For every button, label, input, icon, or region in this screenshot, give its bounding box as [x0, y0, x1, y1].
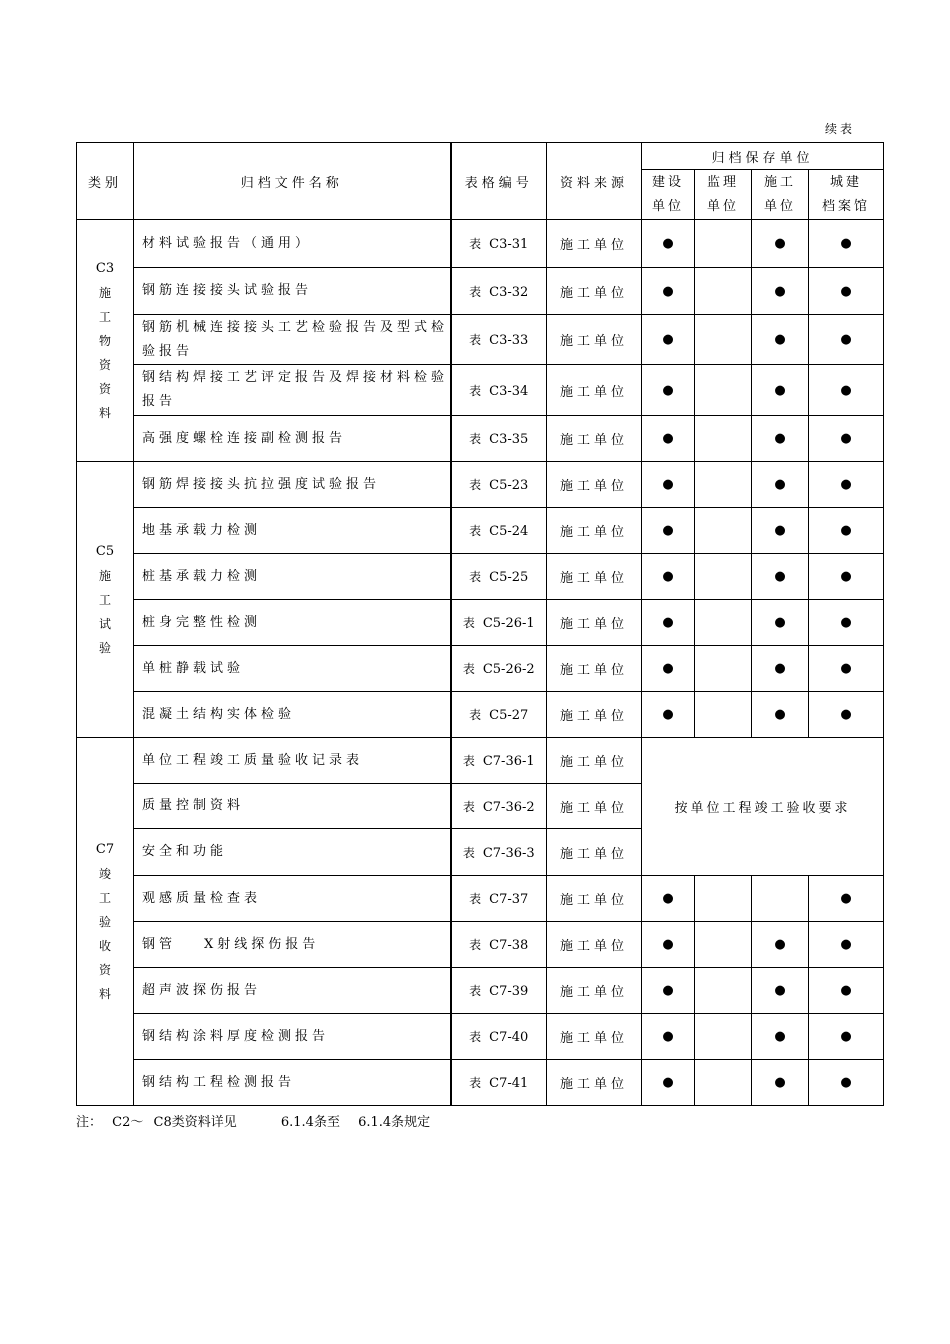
category-glyph: 料	[98, 405, 111, 420]
form-code-prefix: 表	[462, 616, 475, 630]
source-cell: 施工单位	[547, 692, 642, 738]
archive-mark: ●	[642, 365, 695, 416]
category-glyph: 资	[98, 962, 111, 977]
category-glyph: 物	[98, 333, 111, 348]
file-name: 地基承载力检测	[142, 522, 262, 538]
archive-mark: ●	[642, 646, 695, 692]
footnote-d: 6.1.4条规定	[358, 1115, 431, 1130]
file-name: 钢管	[142, 936, 177, 952]
form-code-prefix: 表	[462, 662, 475, 676]
table-row	[77, 315, 884, 365]
form-code-cell	[451, 554, 547, 600]
file-name-cell	[134, 416, 451, 462]
archive-mark: ●	[809, 365, 884, 416]
table-row	[77, 692, 884, 738]
archive-mark	[695, 365, 752, 416]
file-name-cell	[134, 1060, 451, 1106]
archive-mark	[695, 268, 752, 315]
source-cell: 施工单位	[547, 508, 642, 554]
form-code: C3-34	[489, 383, 529, 399]
category-glyph: 工	[98, 592, 111, 607]
category-cell	[77, 462, 134, 738]
form-code-prefix: 表	[469, 938, 482, 952]
archive-mark	[695, 692, 752, 738]
archive-mark: ●	[642, 922, 695, 968]
form-code-prefix: 表	[469, 333, 482, 347]
archive-mark: ●	[809, 876, 884, 922]
source-cell: 施工单位	[547, 738, 642, 784]
file-name: 桩基承载力检测	[142, 568, 262, 584]
form-code-cell	[451, 365, 547, 416]
file-name: 钢结构焊接工艺评定报告及焊接材料检验	[142, 370, 449, 385]
archive-mark	[695, 220, 752, 268]
source-cell: 施工单位	[547, 365, 642, 416]
footnote-lead: 注：	[76, 1115, 103, 1130]
form-code-prefix: 表	[462, 799, 475, 814]
form-code: C7-40	[489, 1030, 529, 1045]
file-name: 单位工程竣工质量验收记录表	[142, 752, 364, 768]
table-row	[77, 922, 884, 968]
file-name-cell	[134, 268, 451, 315]
form-code: C7-36-3	[482, 845, 535, 861]
archive-mark: ●	[642, 508, 695, 554]
archive-mark: ●	[809, 968, 884, 1014]
archive-mark: ●	[642, 600, 695, 646]
form-code-prefix: 表	[469, 237, 482, 251]
form-code-cell	[451, 1060, 547, 1106]
form-code: C5-26-1	[482, 616, 535, 631]
source-cell: 施工单位	[547, 220, 642, 268]
archive-mark: ●	[809, 554, 884, 600]
form-code-cell	[451, 600, 547, 646]
archive-mark: ●	[642, 554, 695, 600]
file-name-cell	[134, 600, 451, 646]
archive-mark: ●	[642, 1060, 695, 1106]
form-code-prefix: 表	[469, 984, 482, 998]
file-name: 钢筋机械连接接头工艺检验报告及型式检	[142, 319, 449, 335]
form-code-prefix: 表	[469, 478, 482, 492]
form-code: C7-36-1	[482, 754, 535, 769]
archive-mark: ●	[642, 692, 695, 738]
header-sub-1: 监理 单位	[695, 170, 752, 220]
table-row	[77, 646, 884, 692]
archive-mark	[695, 315, 752, 365]
archive-mark: ●	[752, 1060, 809, 1106]
file-name: 超声波探伤报告	[142, 982, 262, 998]
table-row	[77, 220, 884, 268]
table-row	[77, 738, 884, 784]
form-code-prefix: 表	[469, 383, 482, 398]
source-cell: 施工单位	[547, 462, 642, 508]
category-code: C3	[95, 260, 115, 276]
archive-mark: ●	[642, 1014, 695, 1060]
form-code-cell	[451, 315, 547, 365]
form-code-prefix: 表	[469, 1076, 482, 1090]
form-code: C3-35	[489, 432, 529, 447]
form-code: C5-25	[489, 570, 529, 585]
archive-mark: ●	[752, 692, 809, 738]
form-code-cell	[451, 1014, 547, 1060]
archive-mark: ●	[752, 416, 809, 462]
archive-mark: ●	[752, 922, 809, 968]
form-code-cell	[451, 829, 547, 876]
table-row	[77, 508, 884, 554]
form-code-cell	[451, 462, 547, 508]
archive-mark: ●	[752, 220, 809, 268]
form-code-prefix: 表	[469, 284, 482, 299]
archive-mark: ●	[752, 508, 809, 554]
file-name: 混凝土结构实体检验	[142, 706, 296, 722]
form-code-prefix: 表	[469, 432, 482, 446]
form-code-cell	[451, 268, 547, 315]
source-cell: 施工单位	[547, 922, 642, 968]
file-name: 观感质量检查表	[142, 890, 262, 906]
archive-mark: ●	[809, 462, 884, 508]
form-code-cell	[451, 220, 547, 268]
category-cell	[77, 220, 134, 462]
archive-mark: ●	[809, 646, 884, 692]
header-name: 归档文件名称	[134, 143, 451, 220]
file-name-cell	[134, 784, 451, 829]
form-code-cell	[451, 738, 547, 784]
header-sub-2: 施工 单位	[752, 170, 809, 220]
source-cell: 施工单位	[547, 1014, 642, 1060]
form-code: C5-27	[489, 708, 529, 723]
file-name: 钢筋连接接头试验报告	[142, 283, 313, 298]
archive-mark	[695, 1060, 752, 1106]
table-row	[77, 1014, 884, 1060]
form-code-cell	[451, 508, 547, 554]
form-code-prefix: 表	[469, 708, 482, 722]
table-row	[77, 462, 884, 508]
file-name: 质量控制资料	[142, 798, 245, 813]
table-row	[77, 365, 884, 416]
file-name-end: 射线探伤报告	[217, 936, 320, 952]
file-name-cell	[134, 554, 451, 600]
footnote-c: 6.1.4条至	[280, 1115, 340, 1130]
category-glyph: 验	[98, 640, 111, 655]
file-name-cell	[134, 365, 451, 416]
file-name-cell	[134, 462, 451, 508]
source-cell: 施工单位	[547, 268, 642, 315]
header-group: 归档保存单位	[642, 143, 884, 170]
footnote	[76, 1111, 436, 1130]
archive-mark	[695, 646, 752, 692]
header-category: 类别	[77, 143, 134, 220]
archive-mark: ●	[642, 876, 695, 922]
source-cell: 施工单位	[547, 554, 642, 600]
archive-mark	[695, 922, 752, 968]
file-name: 材料试验报告（通用）	[142, 235, 313, 251]
file-name: 桩身完整性检测	[142, 614, 262, 630]
archive-mark: ●	[642, 315, 695, 365]
table-row	[77, 1060, 884, 1106]
category-glyph: 资	[98, 381, 111, 396]
form-code: C7-38	[489, 938, 529, 953]
file-name: 钢筋焊接接头抗拉强度试验报告	[142, 476, 381, 492]
footnote-a: C2～	[112, 1115, 144, 1130]
file-name-cell	[134, 876, 451, 922]
table-row	[77, 554, 884, 600]
source-cell: 施工单位	[547, 876, 642, 922]
archive-mark: ●	[642, 462, 695, 508]
archive-mark: ●	[642, 220, 695, 268]
header-code: 表格编号	[451, 143, 547, 220]
source-cell: 施工单位	[547, 968, 642, 1014]
file-name-line2: 报告	[142, 394, 177, 409]
archive-mark: ●	[809, 315, 884, 365]
archive-mark: ●	[642, 268, 695, 315]
archive-mark: ●	[809, 922, 884, 968]
merged-requirement-cell: 按单位工程竣工验收要求	[642, 738, 884, 876]
file-name-line2: 验报告	[142, 343, 194, 359]
footnote-b: C8类资料详见	[153, 1115, 237, 1130]
form-code-prefix: 表	[462, 754, 475, 768]
form-code-cell	[451, 876, 547, 922]
form-code-prefix: 表	[462, 845, 475, 860]
archive-mark: ●	[752, 315, 809, 365]
archive-mark	[695, 1014, 752, 1060]
archive-mark: ●	[809, 268, 884, 315]
source-cell: 施工单位	[547, 646, 642, 692]
archive-mark: ●	[752, 600, 809, 646]
category-glyph: 施	[98, 568, 111, 583]
archive-mark	[695, 416, 752, 462]
header-sub-0: 建设 单位	[642, 170, 695, 220]
archive-mark	[695, 600, 752, 646]
file-name-cell	[134, 508, 451, 554]
form-code-cell	[451, 416, 547, 462]
header-source: 资料来源	[547, 143, 642, 220]
file-name-cell	[134, 738, 451, 784]
form-code: C5-26-2	[482, 662, 535, 677]
archive-mark	[695, 876, 752, 922]
archive-table	[76, 142, 884, 1106]
file-name-mid: X	[204, 936, 218, 952]
file-name-cell	[134, 1014, 451, 1060]
archive-mark: ●	[809, 1060, 884, 1106]
form-code: C7-39	[489, 984, 529, 999]
archive-mark: ●	[752, 968, 809, 1014]
archive-mark: ●	[642, 416, 695, 462]
archive-mark: ●	[809, 416, 884, 462]
archive-mark	[695, 554, 752, 600]
form-code-cell	[451, 692, 547, 738]
category-glyph: 收	[98, 938, 111, 953]
form-code-prefix: 表	[469, 570, 482, 584]
source-cell: 施工单位	[547, 784, 642, 829]
header-sub-3: 城建 档案馆	[809, 170, 884, 220]
form-code: C3-33	[489, 333, 529, 348]
file-name: 钢结构工程检测报告	[142, 1074, 296, 1090]
form-code: C7-36-2	[482, 799, 535, 815]
file-name-cell	[134, 220, 451, 268]
archive-mark: ●	[809, 508, 884, 554]
form-code: C3-31	[489, 237, 529, 252]
category-cell	[77, 738, 134, 1106]
form-code: C5-23	[489, 478, 529, 493]
archive-mark: ●	[752, 646, 809, 692]
archive-mark	[752, 876, 809, 922]
table-row	[77, 876, 884, 922]
category-glyph: 验	[98, 914, 111, 929]
form-code: C7-41	[489, 1076, 529, 1091]
category-glyph: 资	[98, 357, 111, 372]
continued-caption: 续表	[824, 122, 855, 136]
source-cell: 施工单位	[547, 315, 642, 365]
file-name: 钢结构涂料厚度检测报告	[142, 1028, 330, 1044]
file-name-cell	[134, 829, 451, 876]
archive-mark: ●	[752, 268, 809, 315]
form-code-cell	[451, 968, 547, 1014]
archive-mark: ●	[752, 462, 809, 508]
file-name: 高强度螺栓连接副检测报告	[142, 430, 347, 446]
archive-mark	[695, 968, 752, 1014]
form-code-cell	[451, 784, 547, 829]
file-name-cell	[134, 692, 451, 738]
form-code-cell	[451, 646, 547, 692]
table-row	[77, 268, 884, 315]
archive-mark: ●	[809, 692, 884, 738]
archive-mark	[695, 462, 752, 508]
archive-mark: ●	[752, 554, 809, 600]
form-code: C3-32	[489, 284, 529, 300]
category-glyph: 工	[98, 309, 111, 324]
archive-mark: ●	[809, 600, 884, 646]
source-cell: 施工单位	[547, 1060, 642, 1106]
file-name-cell	[134, 968, 451, 1014]
form-code-prefix: 表	[469, 524, 482, 538]
file-name-cell	[134, 315, 451, 365]
table-row	[77, 600, 884, 646]
category-code: C7	[95, 841, 115, 857]
form-code-cell	[451, 922, 547, 968]
category-glyph: 工	[98, 890, 111, 905]
archive-mark: ●	[809, 1014, 884, 1060]
form-code-prefix: 表	[469, 1030, 482, 1044]
category-glyph: 料	[98, 986, 111, 1001]
archive-mark: ●	[752, 365, 809, 416]
table-row	[77, 416, 884, 462]
archive-mark: ●	[752, 1014, 809, 1060]
archive-mark	[695, 508, 752, 554]
file-name: 单桩静载试验	[142, 660, 245, 676]
form-code-prefix: 表	[469, 892, 482, 906]
category-code: C5	[95, 543, 115, 559]
category-glyph: 施	[98, 285, 111, 300]
category-glyph: 竣	[98, 866, 111, 881]
form-code: C7-37	[489, 892, 529, 907]
archive-mark: ●	[642, 968, 695, 1014]
file-name-cell	[134, 922, 451, 968]
file-name: 安全和功能	[142, 844, 228, 859]
form-code: C5-24	[489, 524, 529, 539]
table-row	[77, 968, 884, 1014]
category-glyph: 试	[98, 616, 111, 631]
source-cell: 施工单位	[547, 600, 642, 646]
file-name-cell	[134, 646, 451, 692]
archive-mark: ●	[809, 220, 884, 268]
source-cell: 施工单位	[547, 416, 642, 462]
source-cell: 施工单位	[547, 829, 642, 876]
